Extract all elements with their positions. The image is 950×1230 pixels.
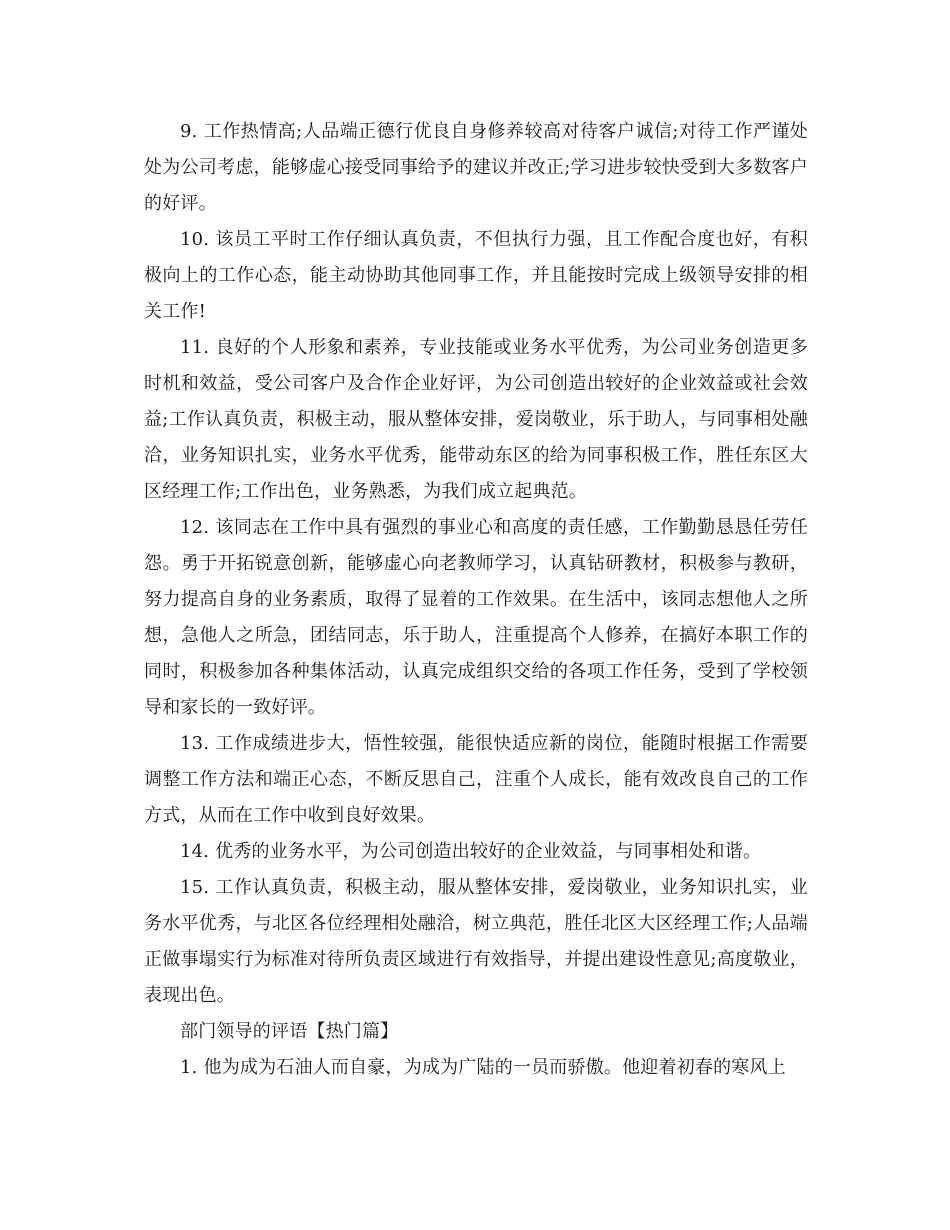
paragraph-item-15: 15. 工作认真负责，积极主动，服从整体安排，爱岗敬业，业务知识扎实，业务水平优秀，与北区各位经理相处融洽，树立典范，胜任北区大区经理工作;人品端正做事塌实行为标准对待所负责区域进行有效指导，并提出建设性意见;高度敬业，表现出色。 — [144, 877, 808, 1006]
paragraph-item-14: 14. 优秀的业务水平，为公司创造出较好的企业效益，与同事相处和谐。 — [180, 841, 762, 862]
document-body — [144, 114, 808, 1086]
section-heading: 部门领导的评语【热门篇】 — [180, 1021, 399, 1042]
paragraph-item-12: 12. 该同志在工作中具有强烈的事业心和高度的责任感，工作勤勤恳恳任劳任怨。勇于开拓锐意创新，能够虚心向老教师学习，认真钻研教材，积极参与教研，努力提高自身的业务素质，取得了显着的工作效果。在生活中，该同志想他人之所想，急他人之所急，团结同志，乐于助人，注重提高个人修养，在搞好本职工作的同时，积极参加各种集体活动，认真完成组织交给的各项工作任务，受到了学校领导和家长的一致好评。 — [144, 517, 808, 718]
paragraph-item-10: 10. 该员工平时工作仔细认真负责，不但执行力强，且工作配合度也好，有积极向上的工作心态，能主动协助其他同事工作，并且能按时完成上级领导安排的相关工作! — [144, 229, 808, 322]
paragraph-item-13: 13. 工作成绩进步大，悟性较强，能很快适应新的岗位，能随时根据工作需要调整工作方法和端正心态，不断反思自己，注重个人成长，能有效改良自己的工作方式，从而在工作中收到良好效果。 — [144, 733, 808, 826]
paragraph-item-11: 11. 良好的个人形象和素养，专业技能或业务水平优秀，为公司业务创造更多时机和效益，受公司客户及合作企业好评，为公司创造出较好的企业效益或社会效益;工作认真负责，积极主动，服从整体安排，爱岗敬业，乐于助人，与同事相处融洽，业务知识扎实，业务水平优秀，能带动东区的给为同事积极工作，胜任东区大区经理工作;工作出色，业务熟悉，为我们成立起典范。 — [144, 337, 808, 502]
paragraph-item-1: 1. 他为成为石油人而自豪，为成为广陆的一员而骄傲。他迎着初春的寒风上 — [180, 1057, 786, 1078]
paragraph-item-9: 9. 工作热情高;人品端正德行优良自身修养较高对待客户诚信;对待工作严谨处处为公司考虑，能够虚心接受同事给予的建议并改正;学习进步较快受到大多数客户的好评。 — [144, 121, 808, 214]
